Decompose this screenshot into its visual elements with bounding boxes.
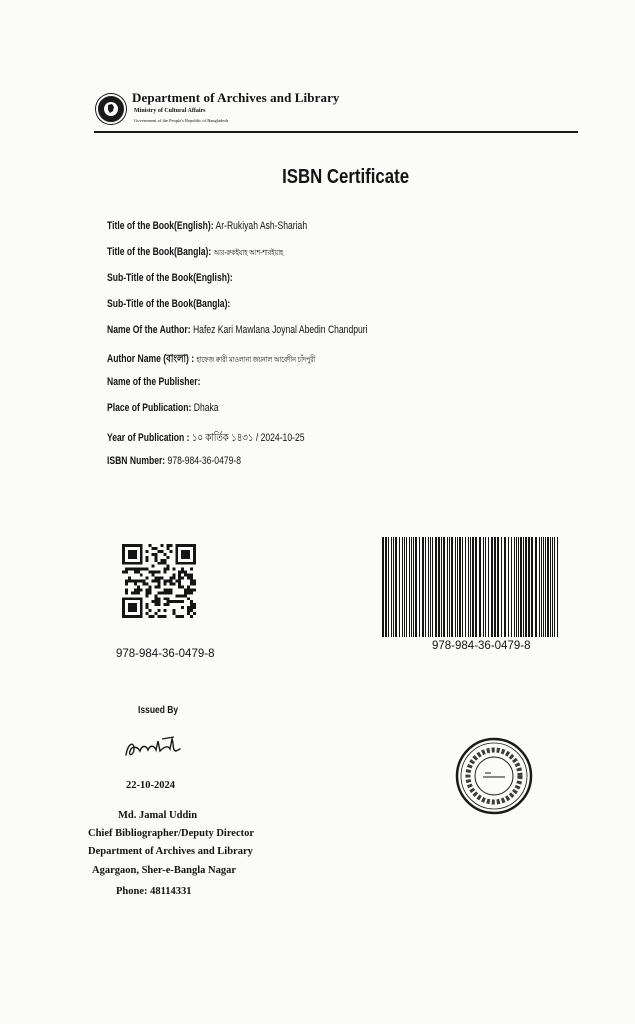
header-divider <box>94 131 578 133</box>
issue-date: 22-10-2024 <box>126 780 175 791</box>
field-value: Hafez Kari Mawlana Joynal Abedin Chandpuri <box>192 324 368 336</box>
issuer-office: Department of Archives and Library <box>88 846 253 857</box>
official-seal-icon <box>455 737 533 815</box>
field-label: Title of the Book(English): <box>107 220 214 232</box>
government-logo-icon <box>96 94 126 124</box>
field-label: ISBN Number: <box>107 455 166 467</box>
issuer-designation: Chief Bibliographer/Deputy Director <box>88 828 255 839</box>
qr-code <box>122 544 196 618</box>
field-label: Name of the Publisher: <box>107 376 201 388</box>
page-title <box>0 166 635 189</box>
field-isbn <box>107 455 241 467</box>
field-subtitle-english <box>107 272 233 284</box>
field-label: Year of Publication : <box>107 432 190 444</box>
field-label: Title of the Book(Bangla): <box>107 246 212 258</box>
field-subtitle-bangla <box>107 298 230 310</box>
isbn-barcode <box>382 537 560 637</box>
field-author-english <box>107 324 368 336</box>
field-value: Dhaka <box>193 402 219 414</box>
field-year <box>107 429 304 448</box>
field-value: হাফেজ ক্বারী মাওলানা জয়নাল আবেদীন চাঁদপুরী <box>196 355 316 364</box>
ministry-name: Ministry of Cultural Affairs <box>134 108 206 114</box>
field-place <box>107 402 219 414</box>
issuer-address: Agargaon, Sher-e-Bangla Nagar <box>92 865 236 876</box>
field-publisher <box>107 376 200 388</box>
field-value: ১০ কার্তিক ১৪৩১ / 2024-10-25 <box>191 432 305 444</box>
issuer-phone: Phone: 48114331 <box>116 886 192 897</box>
page-title-text: ISBN Certificate <box>282 166 409 188</box>
field-title-bangla <box>107 246 283 260</box>
government-name: Government of the People's Republic of Bangladesh <box>134 118 229 123</box>
field-value: আর-রুকইয়াহ আশ-শারইয়াহ <box>213 248 284 257</box>
field-value: 978-984-36-0479-8 <box>167 455 242 467</box>
issuer-name: Md. Jamal Uddin <box>118 810 198 821</box>
field-label: Sub-Title of the Book(Bangla): <box>107 298 231 310</box>
field-author-bangla <box>107 350 316 369</box>
field-title-english <box>107 220 307 232</box>
field-value: Ar-Rukiyah Ash-Shariah <box>215 220 308 232</box>
department-title: Department of Archives and Library <box>132 90 340 105</box>
barcode-caption: 978-984-36-0479-8 <box>432 640 531 652</box>
field-label: Name Of the Author: <box>107 324 191 336</box>
issued-by-label: Issued By <box>138 705 179 716</box>
qr-caption: 978-984-36-0479-8 <box>116 648 215 660</box>
field-label: Author Name (বাংলা) : <box>107 353 195 365</box>
field-label: Sub-Title of the Book(English): <box>107 272 233 284</box>
field-label: Place of Publication: <box>107 402 192 414</box>
signature-icon <box>122 733 186 761</box>
